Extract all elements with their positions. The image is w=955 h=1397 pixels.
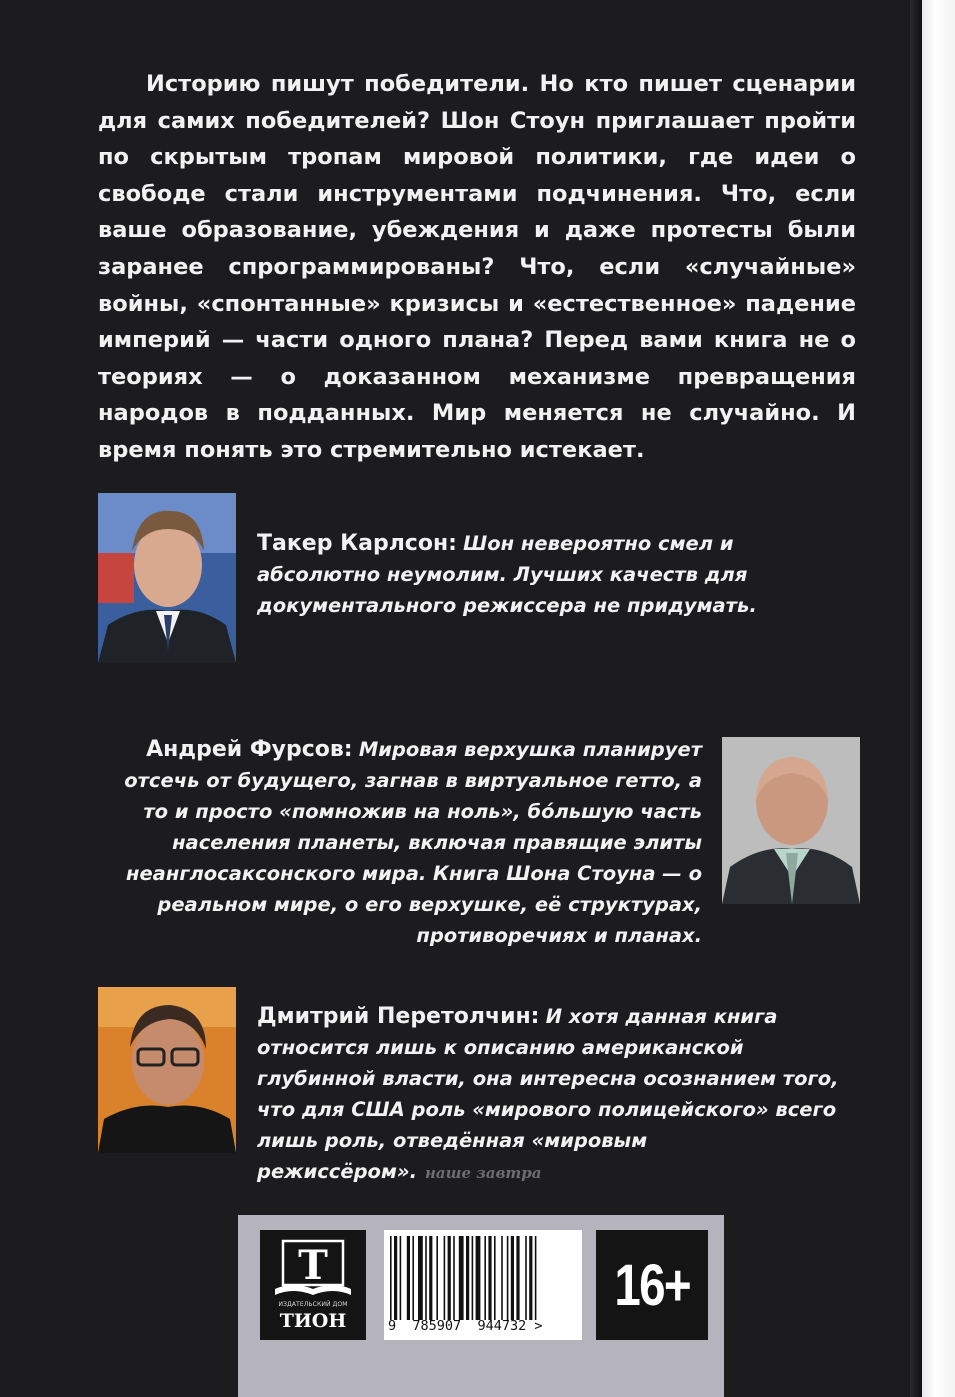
barcode-bar (425, 1236, 427, 1320)
quote-text: Мировая верхушка планирует отсечь от будущего, загнав в виртуальное гетто, а то и просто «помножив на ноль», бо́льшую часть населения планеты, включая правящие элиты неанглосаксонского мира. Книга Шона Стоуна — о реальном мире, о его верхушке, её структурах, противоречиях и планах. (124, 738, 702, 947)
logo-letter: Т (298, 1242, 328, 1289)
barcode-bar (529, 1236, 532, 1320)
page-edge (922, 0, 955, 1397)
barcode-first-digit: 9 (388, 1318, 397, 1334)
author-photo-peretolchin (98, 987, 236, 1153)
barcode-bar (494, 1236, 496, 1320)
barcode-bar (472, 1236, 474, 1320)
barcode-bar (501, 1236, 503, 1320)
barcode-bar (444, 1236, 446, 1320)
barcode-bars (388, 1236, 572, 1320)
barcode-bar (488, 1236, 491, 1320)
barcode-group-1: 785907 (412, 1318, 462, 1334)
quote-author-name: Такер Карлсон: (257, 531, 457, 556)
barcode-bar (412, 1236, 414, 1320)
barcode-bar (436, 1236, 438, 1320)
barcode-end-mark: > (534, 1318, 543, 1334)
age-rating: 16+ (614, 1252, 690, 1318)
publisher-name: ТИОН (279, 1310, 347, 1332)
barcode-group-2: 944732 (477, 1318, 527, 1334)
cover-blurb: Историю пишут победители. Но кто пишет сценарии для самих победителей? Шон Стоун приглашает пройти по скрытым тропам мировой политики, где идеи о свободе стали инструментами подчинения. Что, если ваше образование, убеждения и даже протесты были заранее спрограммированы? Что, если «случайные» войны, «спонтанные» кризисы и «естественное» падение империй — части одного плана? Перед вами книга не о теориях — о доказанном механизме превращения народов в подданных. Мир меняется не случайно. И время понять это стремительно истекает. (98, 71, 856, 463)
barcode-bar (507, 1236, 509, 1320)
source-tag: наше завтра (424, 1164, 542, 1182)
barcode-bar (390, 1236, 392, 1320)
quote-peretolchin (257, 1001, 857, 1189)
quote-text: И хотя данная книга относится лишь к описанию американской глубинной власти, она интересна осознанием того, что для США роль «мирового полицейского» всего лишь роль, отведённая «мировым режиссёром». (257, 1005, 839, 1183)
age-rating-badge (596, 1230, 708, 1340)
barcode-bar (407, 1236, 410, 1320)
book-logo-icon (271, 1239, 355, 1299)
barcode-bar (453, 1236, 455, 1320)
publisher-subtitle: ИЗДАТЕЛЬСКИЙ ДОМ (278, 1301, 348, 1308)
quote-author-name: Дмитрий Перетолчин: (257, 1004, 540, 1029)
barcode-bar (484, 1236, 486, 1320)
portrait-image (98, 493, 236, 663)
barcode-bar (418, 1236, 423, 1320)
barcode-digits (388, 1318, 580, 1334)
barcode-bar (459, 1236, 464, 1320)
barcode-bar (535, 1236, 537, 1320)
barcode-bar (525, 1236, 527, 1320)
author-photo-carlson (98, 493, 236, 663)
publisher-logo (260, 1230, 366, 1340)
quote-fursov (100, 734, 702, 951)
portrait-image (98, 987, 236, 1153)
barcode-bar (476, 1236, 481, 1320)
isbn-barcode (384, 1230, 582, 1340)
author-photo-fursov (722, 737, 860, 904)
portrait-image (722, 737, 860, 904)
barcode-bar (429, 1236, 432, 1320)
barcode-bar (394, 1236, 397, 1320)
barcode-bar (400, 1236, 402, 1320)
quote-text: Шон невероятно смел и абсолютно неумолим. Лучших качеств для документального режиссера не придумать. (257, 532, 757, 617)
barcode-bar (448, 1236, 451, 1320)
quote-author-name: Андрей Фурсов: (146, 737, 353, 762)
quote-carlson (257, 528, 837, 621)
cover-edge (910, 0, 922, 1397)
barcode-bar (511, 1236, 514, 1320)
barcode-bar (516, 1236, 519, 1320)
barcode-bar (466, 1236, 469, 1320)
